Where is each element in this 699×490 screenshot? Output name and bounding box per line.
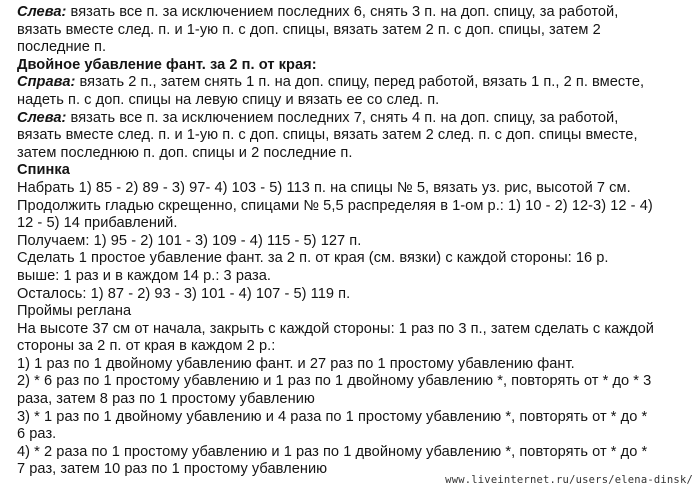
right-label: Справа:: [17, 74, 76, 91]
body-line: 2) * 6 раз по 1 простому убавлению и 1 раз по 1 двойному убавлению *, повторять от * до * 3: [17, 373, 652, 390]
body-line: 7 раз, затем 10 раз по 1 простому убавлению: [17, 461, 328, 478]
left2-line-1: [17, 110, 689, 128]
left2-line-2: вязать вместе след. п. и 1-ую п. с доп. спицы, вязать затем 2 след. п. с доп. спицы вместе,: [17, 127, 638, 144]
left1-line-2: вязать вместе след. п. и 1-ую п. с доп. спицы, вязать затем 2 п. с доп. спицы, затем 2: [17, 21, 601, 38]
left2-line-3: затем последнюю п. доп. спицы и 2 последние п.: [17, 144, 353, 161]
body-line: стороны за 2 п. от края в каждом 2 р.:: [17, 338, 276, 355]
body-line: 12 - 5) 14 прибавлений.: [17, 215, 178, 232]
left1-line-1: [17, 4, 689, 22]
back-heading: Спинка: [17, 162, 70, 179]
knitting-instructions: [17, 4, 689, 479]
body-line: выше: 1 раз и в каждом 14 р.: 3 раза.: [17, 267, 271, 284]
left1-label: Слева:: [17, 4, 67, 20]
left2-text-1: вязать все п. за исключением последних 7, снять 4 п. на доп. спицу, за работой,: [66, 109, 619, 126]
body-line: На высоте 37 см от начала, закрыть с каждой стороны: 1 раз по 3 п., затем сделать с каждой: [17, 320, 654, 337]
left1-text-1: вязать все п. за исключением последних 6, снять 3 п. на доп. спицу, за работой,: [66, 4, 619, 20]
right-line-1: [17, 74, 689, 92]
body-line: 6 раз.: [17, 426, 57, 443]
body-line: 4) * 2 раза по 1 простому убавлению и 1 раз по 1 двойному убавлению *, повторять от * до *: [17, 443, 648, 460]
body-line: Набрать 1) 85 - 2) 89 - 3) 97- 4) 103 - 5) 113 п. на спицы № 5, вязать уз. рис, высотой 7 см.: [17, 179, 631, 196]
right-line-2: надеть п. с доп. спицы на левую спицу и вязать ее со след. п.: [17, 91, 440, 108]
body-line: Осталось: 1) 87 - 2) 93 - 3) 101 - 4) 107 - 5) 119 п.: [17, 285, 351, 302]
left1-line-3: последние п.: [17, 39, 107, 56]
source-url-watermark: www.liveinternet.ru/users/elena-dinsk/: [445, 474, 693, 486]
left2-label: Слева:: [17, 109, 67, 126]
body-line: 3) * 1 раз по 1 двойному убавлению и 4 раза по 1 простому убавлению *, повторять от * до *: [17, 408, 648, 425]
raglan-heading: Проймы реглана: [17, 303, 132, 320]
double-decrease-heading: Двойное убавление фант. за 2 п. от края:: [17, 56, 317, 73]
body-line: раза, затем 8 раз по 1 простому убавлению: [17, 391, 315, 408]
body-line: Сделать 1 простое убавление фант. за 2 п. от края (см. вязки) с каждой стороны: 16 р.: [17, 250, 609, 267]
body-line: Продолжить гладью скрещенно, спицами № 5,5 распределяя в 1-ом р.: 1) 10 - 2) 12-3) 12 - 4): [17, 197, 653, 214]
body-line: 1) 1 раз по 1 двойному убавлению фант. и 27 раз по 1 простому убавлению фант.: [17, 355, 575, 372]
body-line: Получаем: 1) 95 - 2) 101 - 3) 109 - 4) 115 - 5) 127 п.: [17, 232, 362, 249]
right-text-1: вязать 2 п., затем снять 1 п. на доп. спицу, перед работой, вязать 1 п., 2 п. вместе,: [75, 74, 645, 91]
